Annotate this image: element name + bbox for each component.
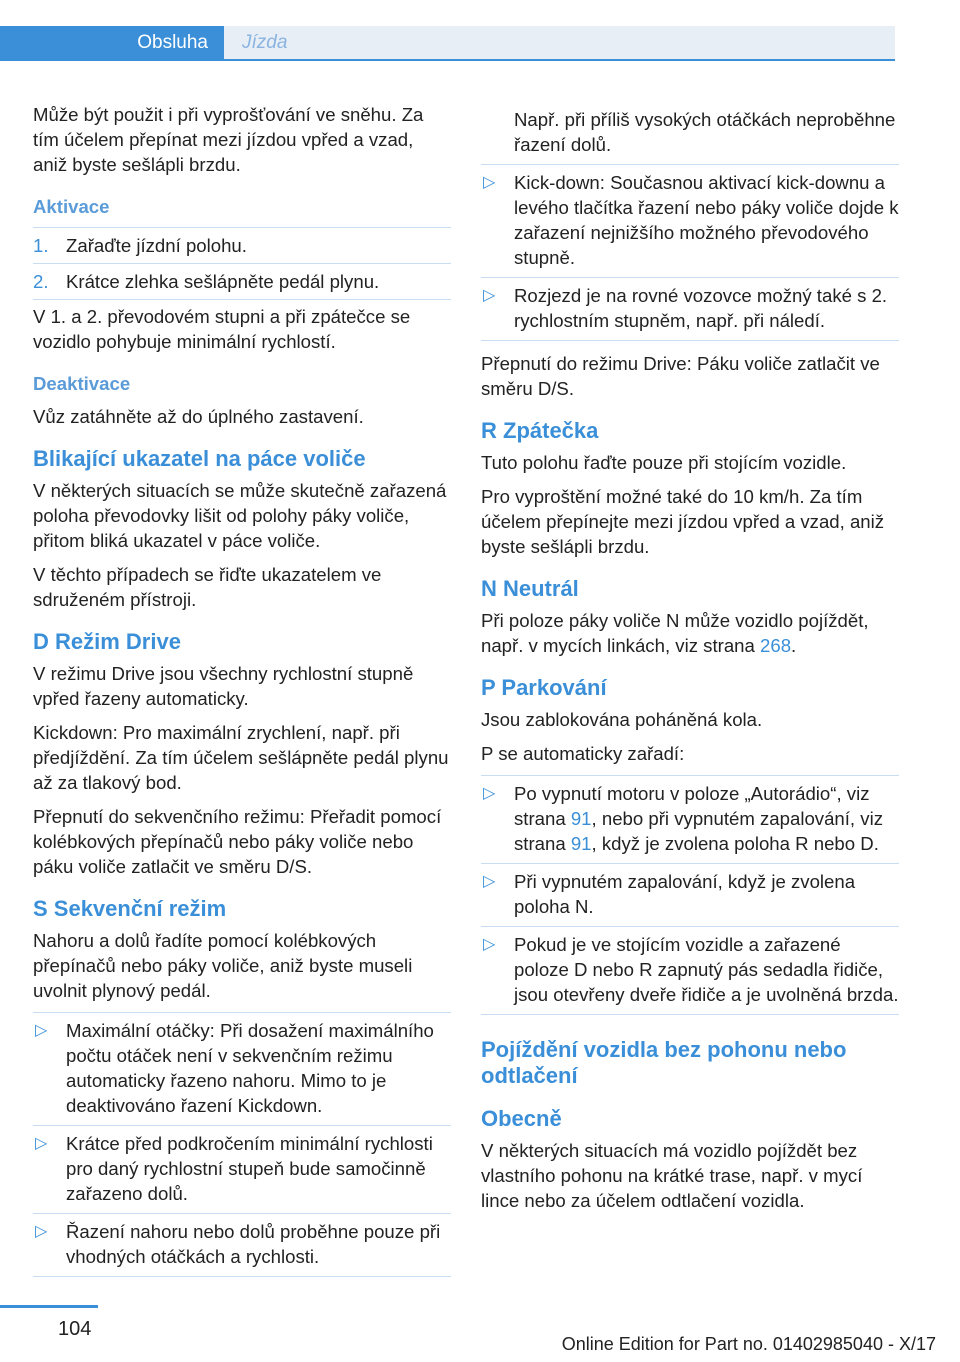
list-item (481, 776, 899, 864)
seq-heading: S Sekvenční režim (33, 896, 227, 921)
bullet-text: , nebo při vypnutém zapalování, viz strana (514, 808, 883, 854)
seq-bullets (33, 1012, 451, 1277)
bullet-text: Rozjezd je na rovné vozovce možný také s 2. rychlostním stupněm, např. při náledí. (514, 285, 888, 331)
n-text-end: . (791, 635, 797, 656)
blink-paragraph-1: V některých situacích se může skutečně zařazená poloha převodovky lišit od polohy páky voliče, přitom bliká ukazatel v páce voliče. (33, 480, 447, 551)
seq-bullets-continued (481, 102, 899, 341)
r-paragraph-2: Pro vyproštění možné také do 10 km/h. Za tím účelem přepínejte mezi jízdou vpřed a vzad, aniž byste sešlápli brzdu. (481, 486, 885, 557)
general-heading: Obecně (481, 1106, 562, 1131)
drive-heading: D Režim Drive (33, 629, 181, 654)
intro-paragraph: Může být použit i při vyprošťování ve sněhu. Za tím účelem přepínat mezi jízdou vpřed a vzad, aniž byste sešlápli brzdu. (33, 104, 424, 175)
list-item (481, 864, 899, 927)
triangle-right-icon: ▷ (483, 287, 496, 304)
triangle-right-icon: ▷ (483, 174, 496, 191)
page-link-268[interactable]: 268 (760, 635, 792, 656)
bullet-text: Po vypnutí motoru v poloze „Autorádio“, viz strana (514, 783, 870, 829)
page-link-91[interactable]: 91 (570, 808, 592, 829)
list-item (481, 165, 899, 278)
header-tabs (0, 0, 895, 60)
list-item (481, 278, 899, 341)
step-number: 2. (33, 271, 49, 292)
drive-paragraph-1: V režimu Drive jsou všechny rychlostní stupně vpřed řazeny automaticky. (33, 663, 414, 709)
edition-note: Online Edition for Part no. 01402985040 - X/17 (561, 1334, 936, 1354)
footer-divider (0, 1305, 98, 1308)
aktivace-heading: Aktivace (33, 196, 110, 217)
bullet-text: Pokud je ve stojícím vozidle a zařazené poloze D nebo R zapnutý pás sedadla řidiče, jsou otevřeny dveře řidiče a je uvolněná brzda. (514, 934, 899, 1005)
blink-paragraph-2: V těchto případech se řiďte ukazatelem ve sdruženém přístroji. (33, 564, 382, 610)
triangle-right-icon: ▷ (483, 785, 496, 802)
list-item (33, 1214, 451, 1277)
triangle-right-icon: ▷ (483, 936, 496, 953)
tab-obsluha-label: Obsluha (137, 32, 208, 53)
r-paragraph-1: Tuto polohu řaďte pouze při stojícím vozidle. (481, 452, 847, 473)
right-column (481, 102, 899, 1222)
bullet-text: , když je zvolena poloha R nebo D. (591, 833, 879, 854)
triangle-right-icon: ▷ (35, 1135, 48, 1152)
r-heading: R Zpátečka (481, 418, 599, 443)
aktivace-note: V 1. a 2. převodovém stupni a při zpátečce se vozidlo pohybuje minimální rychlostí. (33, 306, 411, 352)
list-item (33, 1013, 451, 1126)
n-paragraph (481, 608, 899, 658)
n-heading: N Neutrál (481, 576, 579, 601)
n-text: Při poloze páky voliče N může vozidlo pojíždět, např. v mycích linkách, viz strana (481, 610, 869, 656)
tow-heading: Pojíždění vozidla bez pohonu nebo odtlačení (481, 1037, 847, 1088)
bullet-text: Řazení nahoru nebo dolů proběhne pouze při vhodných otáčkách a rychlosti. (66, 1221, 441, 1267)
bullet-text: Např. při příliš vysokých otáčkách neproběhne řazení dolů. (514, 109, 896, 155)
triangle-right-icon: ▷ (35, 1022, 48, 1039)
step-number: 1. (33, 235, 49, 256)
p-bullets (481, 775, 899, 1015)
drive-paragraph-2: Kickdown: Pro maximální zrychlení, např. při předjíždění. Za tím účelem sešlápněte pedál plynu až za tlakový bod. (33, 722, 449, 793)
bullet-text: Krátce před podkročením minimální rychlosti pro daný rychlostní stupeň bude samočinně zařazeno dolů. (66, 1133, 433, 1204)
list-item (481, 927, 899, 1015)
step-text: Zařaďte jízdní polohu. (66, 235, 247, 256)
triangle-right-icon: ▷ (35, 1223, 48, 1240)
triangle-right-icon: ▷ (483, 873, 496, 890)
list-item (33, 1126, 451, 1214)
aktivace-steps (33, 227, 451, 300)
bullet-text: Maximální otáčky: Při dosažení maximálního počtu otáček není v sekvenčním režimu automaticky řazeno nahoru. Mimo to je deaktivováno řazení Kickdown. (66, 1020, 434, 1116)
tab-jizda-label: Jízda (242, 32, 288, 53)
p-paragraph-2: P se automaticky zařadí: (481, 743, 685, 764)
p-heading: P Parkování (481, 675, 607, 700)
drive-paragraph-3: Přepnutí do sekvenčního režimu: Přeřadit pomocí kolébkových přepínačů nebo páky voliče nebo páku voliče zatlačit ve směru D/S. (33, 806, 442, 877)
list-item (33, 228, 451, 264)
page-link-91[interactable]: 91 (570, 833, 592, 854)
step-text: Krátce zlehka sešlápněte pedál plynu. (66, 271, 380, 292)
list-item (33, 264, 451, 300)
header-divider (0, 59, 895, 61)
p-paragraph-1: Jsou zablokována poháněná kola. (481, 709, 763, 730)
bullet-text: Kick-down: Současnou aktivací kick-downu a levého tlačítka řazení nebo páky voliče dojde k zařazení nejnižšího možného převodového stupně. (514, 172, 899, 268)
tab-jizda[interactable] (224, 26, 895, 60)
list-item (481, 102, 899, 165)
seq-paragraph: Nahoru a dolů řadíte pomocí kolébkových přepínačů nebo páky voliče, aniž byste museli uvolnit plynový pedál. (33, 930, 413, 1001)
blink-heading: Blikající ukazatel na páce voliče (33, 446, 366, 471)
switch-drive-paragraph: Přepnutí do režimu Drive: Páku voliče zatlačit ve směru D/S. (481, 353, 880, 399)
left-column (33, 102, 451, 1287)
bullet-text: Při vypnutém zapalování, když je zvolena poloha N. (514, 871, 856, 917)
general-paragraph: V některých situacích má vozidlo pojíždět bez vlastního pohonu na krátké trase, např. v mycí lince nebo za účelem odtlačení vozidla. (481, 1140, 863, 1211)
page-number: 104 (58, 1318, 92, 1340)
deaktivace-heading: Deaktivace (33, 373, 131, 394)
deaktivace-text: Vůz zatáhněte až do úplného zastavení. (33, 406, 364, 427)
tab-obsluha[interactable] (0, 26, 224, 60)
